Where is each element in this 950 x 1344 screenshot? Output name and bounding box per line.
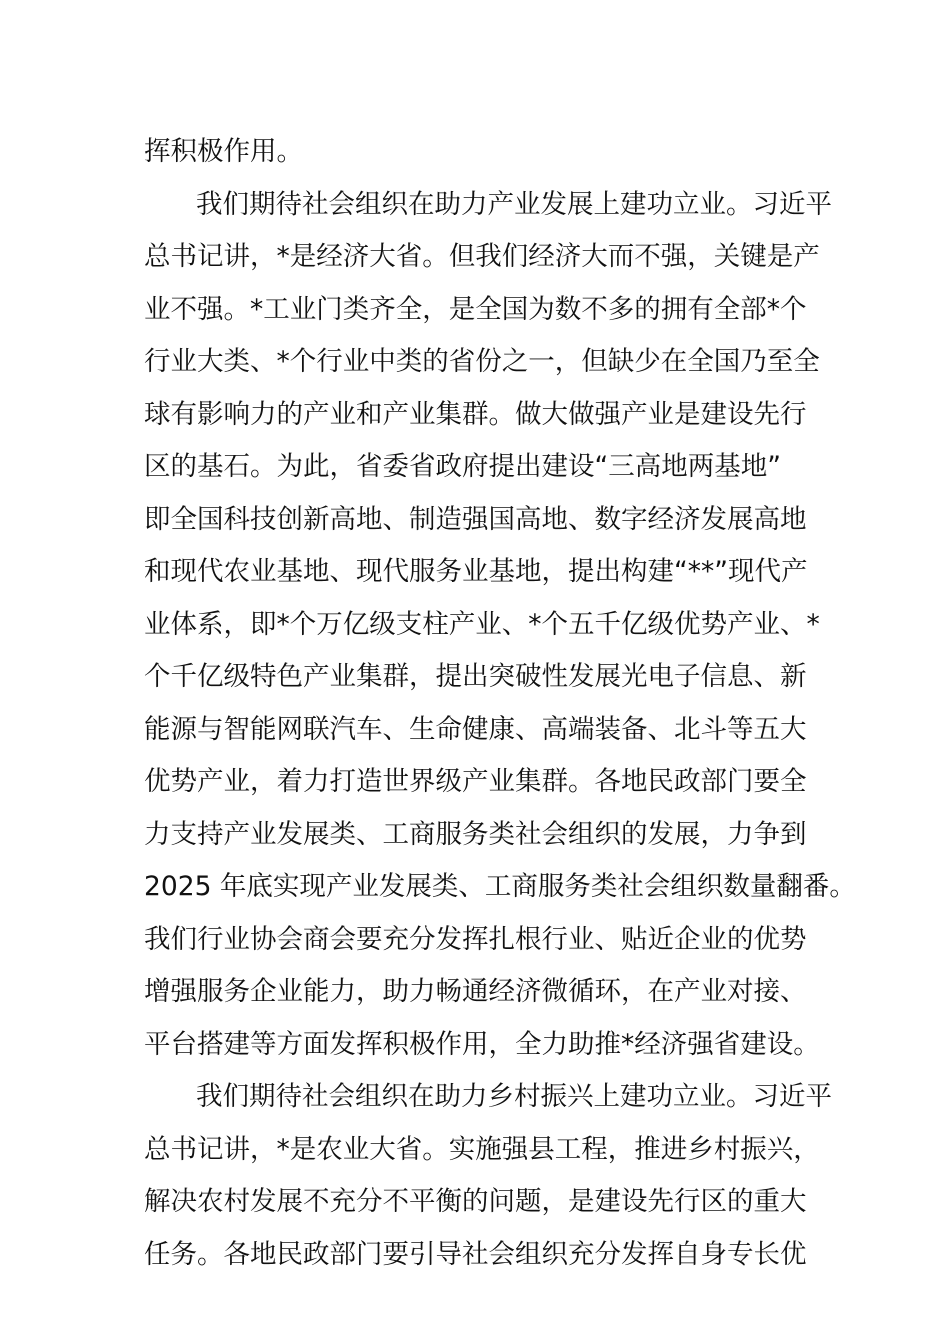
text-line: 区的基石。为此，省委省政府提出建设“三高地两基地” (144, 451, 781, 482)
text-line: 力支持产业发展类、工商服务类社会组织的发展，力争到 (144, 818, 807, 850)
text-line: 任务。各地民政部门要引导社会组织充分发挥自身专长优 (144, 1238, 807, 1270)
text-line: 优势产业，着力打造世界级产业集群。各地民政部门要全 (144, 766, 807, 797)
text-line: 球有影响力的产业和产业集群。做大做强产业是建设先行 (144, 398, 807, 430)
text-line: 业不强。*工业门类齐全，是全国为数不多的拥有全部*个 (144, 293, 807, 325)
text-line: 总书记讲，*是经济大省。但我们经济大而不强，关键是产 (144, 241, 820, 272)
text-line: 我们期待社会组织在助力乡村振兴上建功立业。习近平 (196, 1081, 832, 1112)
text-line: 解决农村发展不充分不平衡的问题，是建设先行区的重大 (144, 1186, 807, 1217)
text-line: 业体系，即*个万亿级支柱产业、*个五千亿级优势产业、* (144, 608, 820, 640)
text-line: 行业大类、*个行业中类的省份之一，但缺少在全国乃至全 (144, 346, 820, 377)
document-body (144, 126, 856, 1281)
text-line: 和现代农业基地、现代服务业基地，提出构建“**”现代产 (144, 556, 808, 587)
text-line: 挥积极作用。 (144, 136, 303, 167)
text-line: 增强服务企业能力，助力畅通经济微循环，在产业对接、 (144, 976, 807, 1007)
text-line: 总书记讲，*是农业大省。实施强县工程，推进乡村振兴， (144, 1133, 820, 1165)
text-line: 即全国科技创新高地、制造强国高地、数字经济发展高地 (144, 503, 807, 535)
text-line: 平台搭建等方面发挥积极作用，全力助推*经济强省建设。 (144, 1028, 820, 1060)
text-line: 个千亿级特色产业集群，提出突破性发展光电子信息、新 (144, 661, 807, 692)
text-line: 我们行业协会商会要充分发挥扎根行业、贴近企业的优势 (144, 923, 807, 955)
text-line: 我们期待社会组织在助力产业发展上建功立业。习近平 (196, 188, 832, 220)
paragraph-continuation (144, 126, 816, 179)
paragraph-industry-development (144, 179, 856, 1072)
text-line: 2025 年底实现产业发展类、工商服务类社会组织数量翻番。 (144, 871, 856, 902)
text-line: 能源与智能网联汽车、生命健康、高端装备、北斗等五大 (144, 713, 807, 745)
paragraph-rural-revitalization (144, 1071, 832, 1281)
